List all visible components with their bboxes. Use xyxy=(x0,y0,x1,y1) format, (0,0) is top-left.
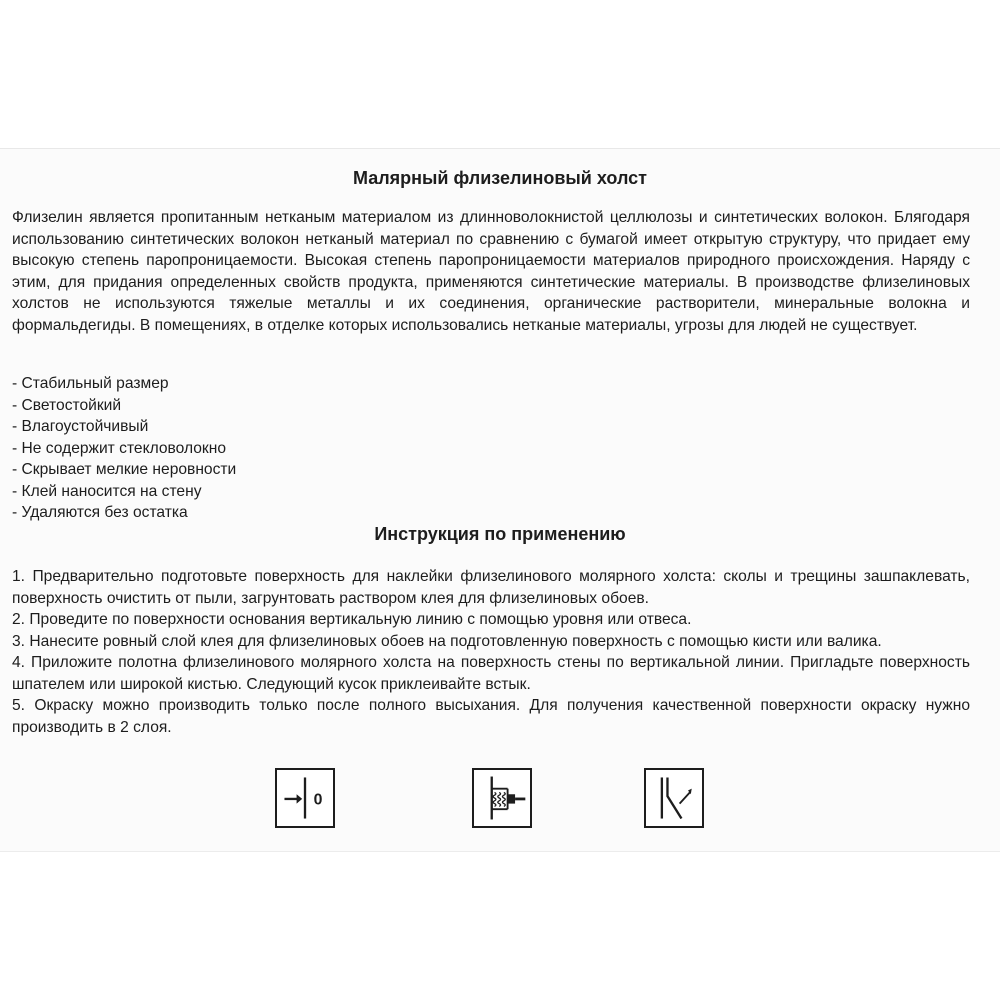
instruction-step: 1. Предварительно подготовьте поверхность для наклейки флизелинового молярного холста: сколы и трещины зашпаклевать, поверхность очистить от пыли, загрунтовать раствором клея для флизелиновых обоев. xyxy=(12,568,970,607)
list-item: - Не содержит стекловолокно xyxy=(12,439,227,457)
document-title: Малярный флизелиновый холст xyxy=(353,168,647,188)
list-item: - Светостойкий xyxy=(12,396,122,414)
features-list xyxy=(12,373,236,524)
instructions-title: Инструкция по применению xyxy=(374,524,626,544)
glue-on-wall-graphic xyxy=(474,770,530,826)
list-item: - Клей наносится на стену xyxy=(12,482,202,500)
instruction-step: 3. Нанесите ровный слой клея для флизелиновых обоев на подготовленную поверхность с помощью кисти или валика. xyxy=(12,632,882,650)
list-item: - Стабильный размер xyxy=(12,375,169,392)
instruction-step: 4. Приложите полотна флизелинового молярного холста на поверхность стены по вертикальной линии. Пригладьте поверхность шпателем или широкой кистью. Следующий кусок приклеивайте встык. xyxy=(12,654,970,693)
list-item: - Скрывает мелкие неровности xyxy=(12,461,237,478)
intro-paragraph: Флизелин является пропитанным нетканым материалом из длинноволокнистой целлюлозы и синтетических волокон. Блягодаря использованию синтетических волокон нетканый материал по сравнению с бумагой имеет открытую структуру, что придает ему высокую степень паропроницаемости. Высокая степень паропроницаемости материалов природного происхождения. Наряду с этим, для придания определенных свойств продукта, применяются синтетические материалы. В производстве флизелиновых холстов не используются тяжелые металлы и их соединения, органические растворители, минеральные волокна и формальдегиды. В помещениях, в отделке которых использовались нетканые материалы, угрозы для людей не существует. xyxy=(12,209,970,334)
list-item: - Удаляются без остатка xyxy=(12,504,188,521)
shrinkage-zero-graphic xyxy=(277,770,333,826)
glue-on-wall-icon xyxy=(472,768,532,828)
instructions-list xyxy=(12,566,970,738)
list-item: - Влагоустойчивый xyxy=(12,418,149,435)
dry-strip-removal-graphic xyxy=(646,770,702,826)
instruction-step: 5. Окраску можно производить только после полного высыхания. Для получения качественной поверхности окраску нужно производить в 2 слоя. xyxy=(12,697,970,736)
dry-strip-removal-icon xyxy=(644,768,704,828)
shrinkage-zero-icon xyxy=(275,768,335,828)
instruction-step: 2. Проведите по поверхности основания вертикальную линию с помощью уровня или отвеса. xyxy=(12,611,692,628)
zero-label: 0 xyxy=(313,791,323,809)
